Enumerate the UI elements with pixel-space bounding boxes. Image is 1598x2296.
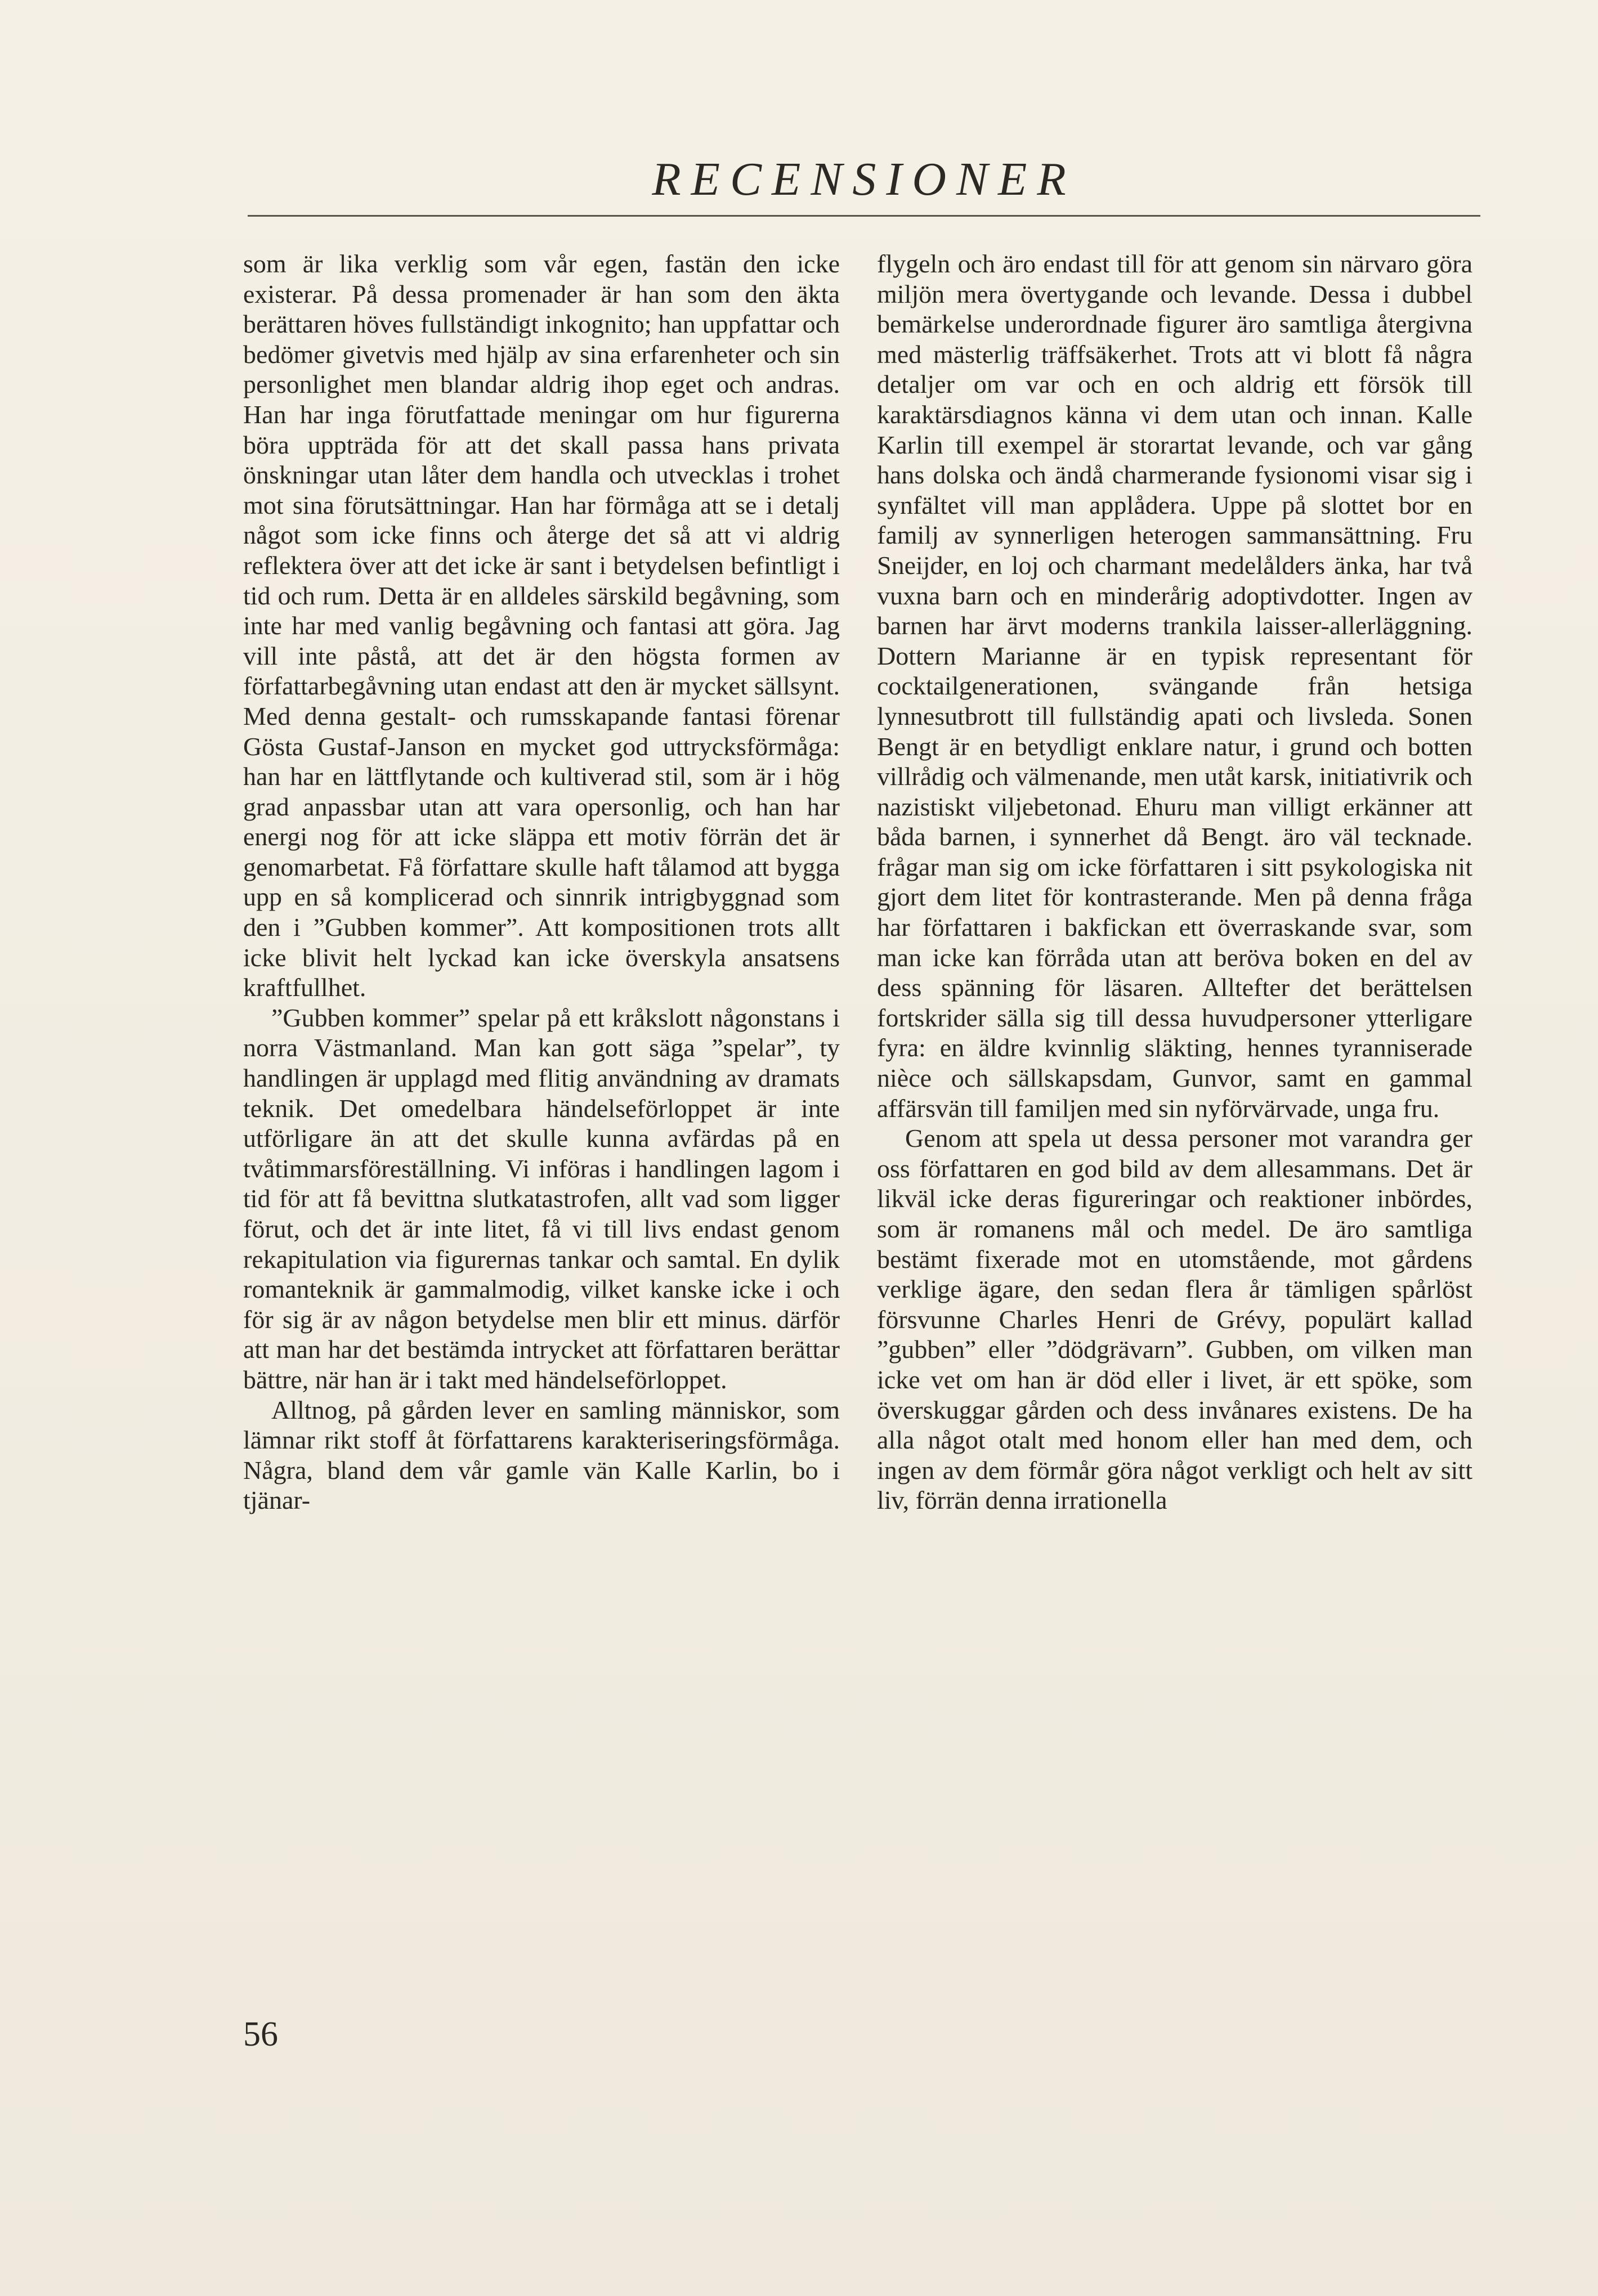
left-paragraph-2: ”Gubben kommer” spelar på ett kråkslott någonstans i norra Västmanland. Man kan gott säga ”spelar”, ty handlingen är upplagd med flitig användning av dramats teknik. Det omedelbara händelseförloppet är inte utförligare än att det skulle kunna avfärdas på en tvåtimmarsföreställning. Vi införas i handlingen lagom i tid för att få bevittna slutkatastrofen, allt vad som ligger förut, och det är inte litet, få vi till livs endast genom rekapitulation via figurernas tankar och samtal. En dylik romanteknik är gammalmodig, vilket kanske icke i och för sig är av någon betydelse men blir ett minus. därför att man har det bestämda intrycket att författaren berättar bättre, när han är i takt med händelseförloppet.	[243, 1003, 840, 1394]
header-rule	[248, 215, 1480, 217]
running-header: RECENSIONER	[652, 153, 1076, 205]
left-paragraph-1: som är lika verklig som vår egen, fastän den icke existerar. På dessa promenader är han som den äkta berättaren höves fullständigt inkognito; han uppfattar och bedömer givetvis med hjälp av sina erfarenheter och sin personlighet men blandar aldrig ihop eget och andras. Han har inga förutfattade meningar om hur figurerna böra uppträda för att det skall passa hans privata önskningar utan låter dem handla och utvecklas i trohet mot sina förutsättningar. Han har förmåga att se i detalj något som icke finns och återge det så att vi aldrig reflektera över att det icke är sant i betydelsen befintligt i tid och rum. Detta är en alldeles särskild begåvning, som inte har med vanlig begåvning och fantasi att göra. Jag vill inte påstå, att det är den högsta formen av författarbegåvning utan endast att den är mycket sällsynt. Med denna gestalt- och rumsskapande fantasi förenar Gösta Gustaf-Janson en mycket god uttrycksförmåga: han har en lättflytande och kultiverad stil, som är i hög grad anpassbar utan att vara opersonlig, och han har energi nog för att icke släppa ett motiv förrän det är genomarbetat. Få författare skulle haft tålamod att bygga upp en så komplicerad och sinnrik intrigbyggnad som den i ”Gubben kommer”. Att kompositionen trots allt icke blivit helt lyckad kan icke överskyla ansatsens kraftfullhet.	[243, 249, 840, 1002]
right-paragraph-1: flygeln och äro endast till för att genom sin närvaro göra miljön mera övertygande och levande. Dessa i dubbel bemärkelse underordnade figurer äro samtliga återgivna med mästerlig träffsäkerhet. Trots att vi blott få några detaljer om var och en och aldrig ett försök till karaktärsdiagnos känna vi dem utan och innan. Kalle Karlin till exempel är storartat levande, och var gång hans dolska och ändå charmerande fysionomi visar sig i synfältet vill man applådera. Uppe på slottet bor en familj av synnerligen heterogen sammansättning. Fru Sneijder, en loj och charmant medelålders änka, har två vuxna barn och en minderårig adoptivdotter. Ingen av barnen har ärvt moderns trankila laisser-allerläggning. Dottern Marianne är en typisk representant för cocktailgenerationen, svängande från hetsiga lynnesutbrott till fullständig apati och livsleda. Sonen Bengt är en betydligt enklare natur, i grund och botten villrådig och välmenande, men utåt karsk, initiativrik och nazistiskt viljebetonad. Ehuru man villigt erkänner att båda barnen, i synnerhet då Bengt. äro väl tecknade. frågar man sig om icke författaren i sitt psykologiska nit gjort dem litet för kontrasterande. Men på denna fråga har författaren i bakfickan ett överraskande svar, som man icke kan förråda utan att beröva boken en del av dess spänning för läsaren. Alltefter det berättelsen fortskrider sälla sig till dessa huvudpersoner ytterligare fyra: en äldre kvinnlig släkting, hennes tyranniserade nièce och sällskapsdam, Gunvor, samt en gammal affärsvän till familjen med sin nyförvärvade, unga fru.	[877, 249, 1472, 1123]
left-column	[243, 249, 840, 1515]
page-number: 56	[243, 2015, 278, 2053]
right-paragraph-2: Genom att spela ut dessa personer mot varandra ger oss författaren en god bild av dem allesammans. Det är likväl icke deras figureringar och reaktioner inbördes, som är romanens mål och medel. De äro samtliga bestämt fixerade mot en utomstående, mot gårdens verklige ägare, den sedan flera år tämligen spårlöst försvunne Charles Henri de Grévy, populärt kallad ”gubben” eller ”dödgrävarn”. Gubben, om vilken man icke vet om han är död eller i livet, är ett spöke, som överskuggar gården och dess invånares existens. De ha alla något otalt med honom eller han med dem, och ingen av dem förmår göra något verkligt och helt av sitt liv, förrän denna irrationella	[877, 1124, 1472, 1515]
left-paragraph-3: Alltnog, på gården lever en samling människor, som lämnar rikt stoff åt författarens karakteriseringsförmåga. Några, bland dem vår gamle vän Kalle Karlin, bo i tjänar-	[243, 1395, 840, 1515]
right-column	[877, 249, 1472, 1515]
